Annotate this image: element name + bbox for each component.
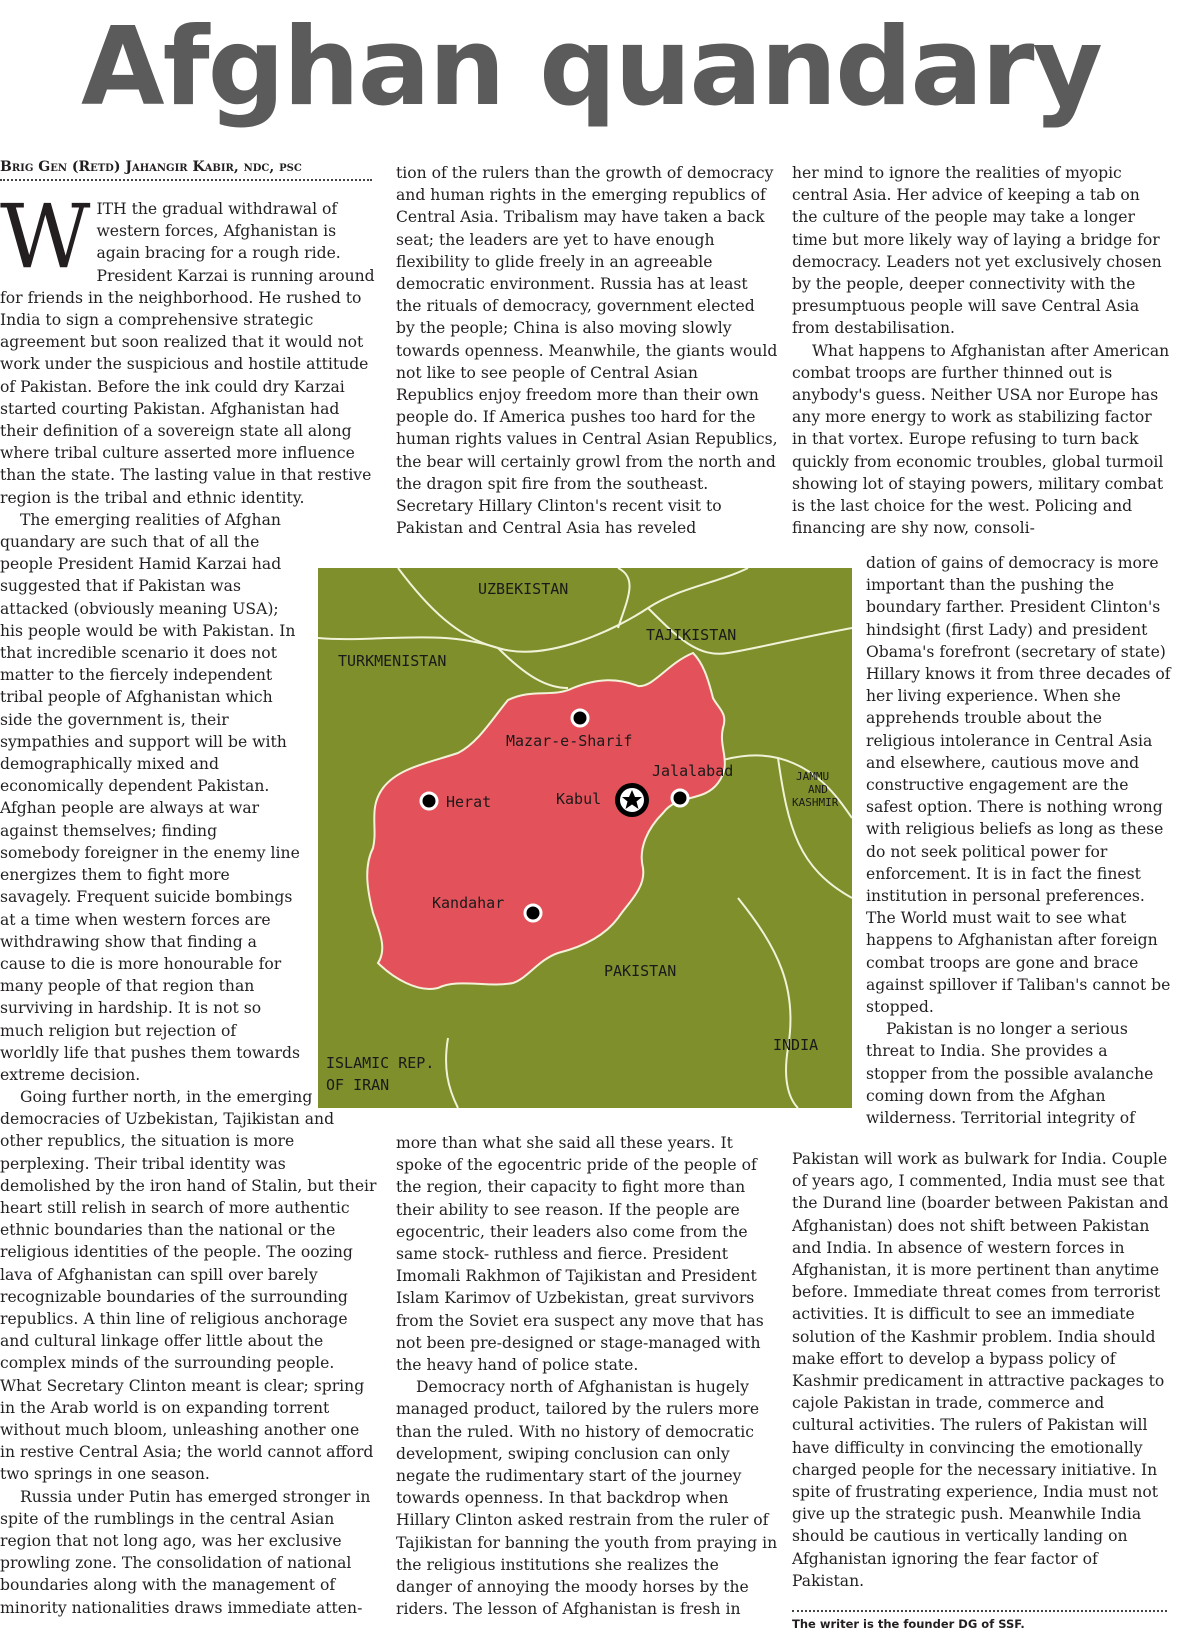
headline: Afghan quandary [81,5,1101,130]
col2-top: tion of the rulers than the growth of democracy and human rights in the emerging republics of Central Asia. Tribalism may have taken a back seat; the leaders are yet to have enough flexibility to glide freely in an agreeable democratic environment. Russia has at least the rituals of democracy, government elected by the people; China is also moving slowly towards openness. Meanwhile, the giants would not like to see people of Central Asian Republics enjoy freedom more than their own people do. If America pushes too hard for the human rights values in Central Asian Republics, the bear will certainly growl from the north and the dragon spit fire from the southeast. Secretary Hillary Clinton's recent visit to Pakistan and Central Asia has reveled [396,164,778,538]
col2-bottom1: more than what she said all these years. It spoke of the egocentric pride of the people of the region, their capacity to fight more than their ability to see reason. If the people are egocentric, their leaders also come from the same stock- ruthless and fierce. President Imomali Rakhmon of Tajikistan and President Islam Karimov of Uzbekistan, great survivors from the Soviet era suspect any move that has not been pre-designed or stage-managed with the heavy hand of police state. [396,1134,764,1375]
col1-para1 [0,185,378,509]
dropcap: W [0,185,91,288]
mazar-marker [572,710,588,726]
col1-para1-text: ITH the gradual withdrawal of western forces, Afghanistan is again bracing for a rough ride. President Karzai is running around for friends in the neighborhood. He rushed to India to sign a comprehensive strategic agreement but soon realized that it would not work under the suspicious and hostile attitude of Pakistan. Before the ink could dry Karzai started courting Pakistan. Afghanistan had their definition of a sovereign state all along where tribal culture asserted more influence than the state. The lasting value in that restive region is the tribal and ethnic identity. [0,200,375,507]
col1-para3: Going further north, in the emerging democracies of Uzbekistan, Tajikistan and other republics, the situation is more perplexing. Their tribal identity was demolished by the iron hand of Stalin, but their heart still relish in search of more authentic ethnic boundaries than the national or the religious identities of the people. The oozing lava of Afghanistan can spill over barely recognizable boundaries of the surrounding republics. A thin line of religious anchorage and cultural linkage offer little about the complex minds of the surrounding people. What Secretary Clinton meant is clear; spring in the Arab world is on expanding torrent without much bloom, unleashing another one in restive Central Asia; the world cannot afford two springs in one season. [0,1088,377,1484]
column-3 [792,162,1170,539]
label-jammu-3: KASHMIR [792,796,839,809]
city-mazar: Mazar-e-Sharif [506,732,633,750]
label-turkmenistan: TURKMENISTAN [338,652,447,670]
col1-para2: The emerging realities of Afghan quandary are such that of all the people President Hamid Karzai had suggested that if Pakistan was attacked (obviously meaning USA); his people would be with Pakistan. In that incredible scenario it does not matter to the fiercely independent tribal people of Afghanistan which side the government is, their sympathies and support will be with demographically mixed and economically dependent Pakistan. Afghan people are always at war against themselves; finding somebody foreigner in the enemy line energizes them to fight more savagely. Frequent suicide bombings at a time when western forces are withdrawing show that finding a cause to die is more honourable for many people of that region than surviving in hardship. It is not so much religion but rejection of worldly life that pushes them towards extreme decision. [0,510,300,1084]
herat-marker [421,793,437,809]
column-2-bottom [396,1132,778,1620]
column-2 [396,162,778,539]
col3-para3-bottom: Pakistan will work as bulwark for India. Couple of years ago, I commented, India must see that the Durand line (boarder between Pakistan and Afghanistan) does not shift between Pakistan and India. In absence of western forces in Afghanistan, it is more pertinent than anytime before. Immediate threat comes from terrorist activities. It is difficult to see an immediate solution of the Kashmir problem. India should make effort to develop a bypass policy of Kashmir predicament in attractive packages to cajole Pakistan in trade, commerce and cultural activities. The rulers of Pakistan will have difficulty in convincing the emotionally charged people for the necessary initiative. In spite of frustrating experience, India must not give up the strategic push. Meanwhile India should be cautious in vertically landing on Afghanistan ignoring the fear factor of Pakistan. [792,1150,1169,1590]
col3-para1: her mind to ignore the realities of myopic central Asia. Her advice of keeping a tab on the culture of the people may take a longer time but more likely way of laying a bridge for democracy. Leaders not yet exclusively chosen by the people, deeper connectivity with the presumptuous people will save Central Asia from destabilisation. [792,164,1162,338]
label-pakistan: PAKISTAN [604,962,677,980]
col3-para2-cont: dation of gains of democracy is more important than the pushing the boundary farther. President Clinton's hindsight (first Lady) and president Obama's forefront (secretary of state) Hillary knows it from three decades of her living experience. When she apprehends trouble about the religious intolerance in Central Asia and elsewhere, cautious move and constructive engagement are the safest option. There is nothing wrong with religious beliefs as long as these do not seek political power for enforcement. It is in fact the finest institution in personal preferences. The World must wait to see what happens to Afghanistan after foreign combat troops are gone and brace against spillover if Taliban's cannot be stopped. [866,554,1171,1017]
col2-bottom2: Democracy north of Afghanistan is hugely managed product, tailored by the rulers more than the ruled. With no history of democratic development, swiping conclusion can only negate the rudimentary start of the journey towards openness. In that backdrop when Hillary Clinton asked restrain from the ruler of Tajikistan for banning the youth from praying in the religious institutions she realizes the danger of annoying the moody horses by the riders. The lesson of Afghanistan is fresh in [396,1378,778,1619]
jalalabad-marker [672,790,688,806]
col3-para2: What happens to Afghanistan after American combat troops are further thinned out is anybody's guess. Neither USA nor Europe has any more energy to work as stabilizing factor in that vortex. Europe refusing to turn back quickly from economic troubles, global turmoil showing lot of staying powers, military combat is the last choice for the west. Policing and financing are shy now, consoli- [792,341,1170,538]
col3-para3-mid: Pakistan is no longer a serious threat to India. She provides a stopper from the possible avalanche coming down from the Afghan wilderness. Territorial integrity of [866,1020,1154,1128]
column-1-bottom [0,1086,378,1619]
city-kabul: Kabul [556,790,602,808]
kandahar-marker [525,905,541,921]
label-india: INDIA [773,1036,819,1054]
city-herat: Herat [446,793,492,811]
city-jalalabad: Jalalabad [652,762,734,780]
afghanistan-map [318,568,852,1108]
label-uzbekistan: UZBEKISTAN [478,580,569,598]
byline: Brig Gen (Retd) Jahangir Kabir, ndc, psc [0,158,372,181]
label-iran-2: OF IRAN [326,1076,390,1094]
column-3-narrow [866,552,1171,1129]
col1-para4: Russia under Putin has emerged stronger in spite of the rumblings in the central Asian region that not long ago, was her exclusive prowling zone. The consolidation of national boundaries along with the management of minority nationalities draws immediate atten- [0,1487,371,1617]
city-kandahar: Kandahar [432,894,505,912]
label-jammu-2: AND [808,783,828,796]
label-tajikistan: TAJIKISTAN [646,626,737,644]
label-iran-1: ISLAMIC REP. [326,1054,435,1072]
author-footnote: The writer is the founder DG of SSF. [792,1610,1167,1631]
column-3-bottom [792,1148,1170,1592]
label-jammu-1: JAMMU [796,770,830,783]
